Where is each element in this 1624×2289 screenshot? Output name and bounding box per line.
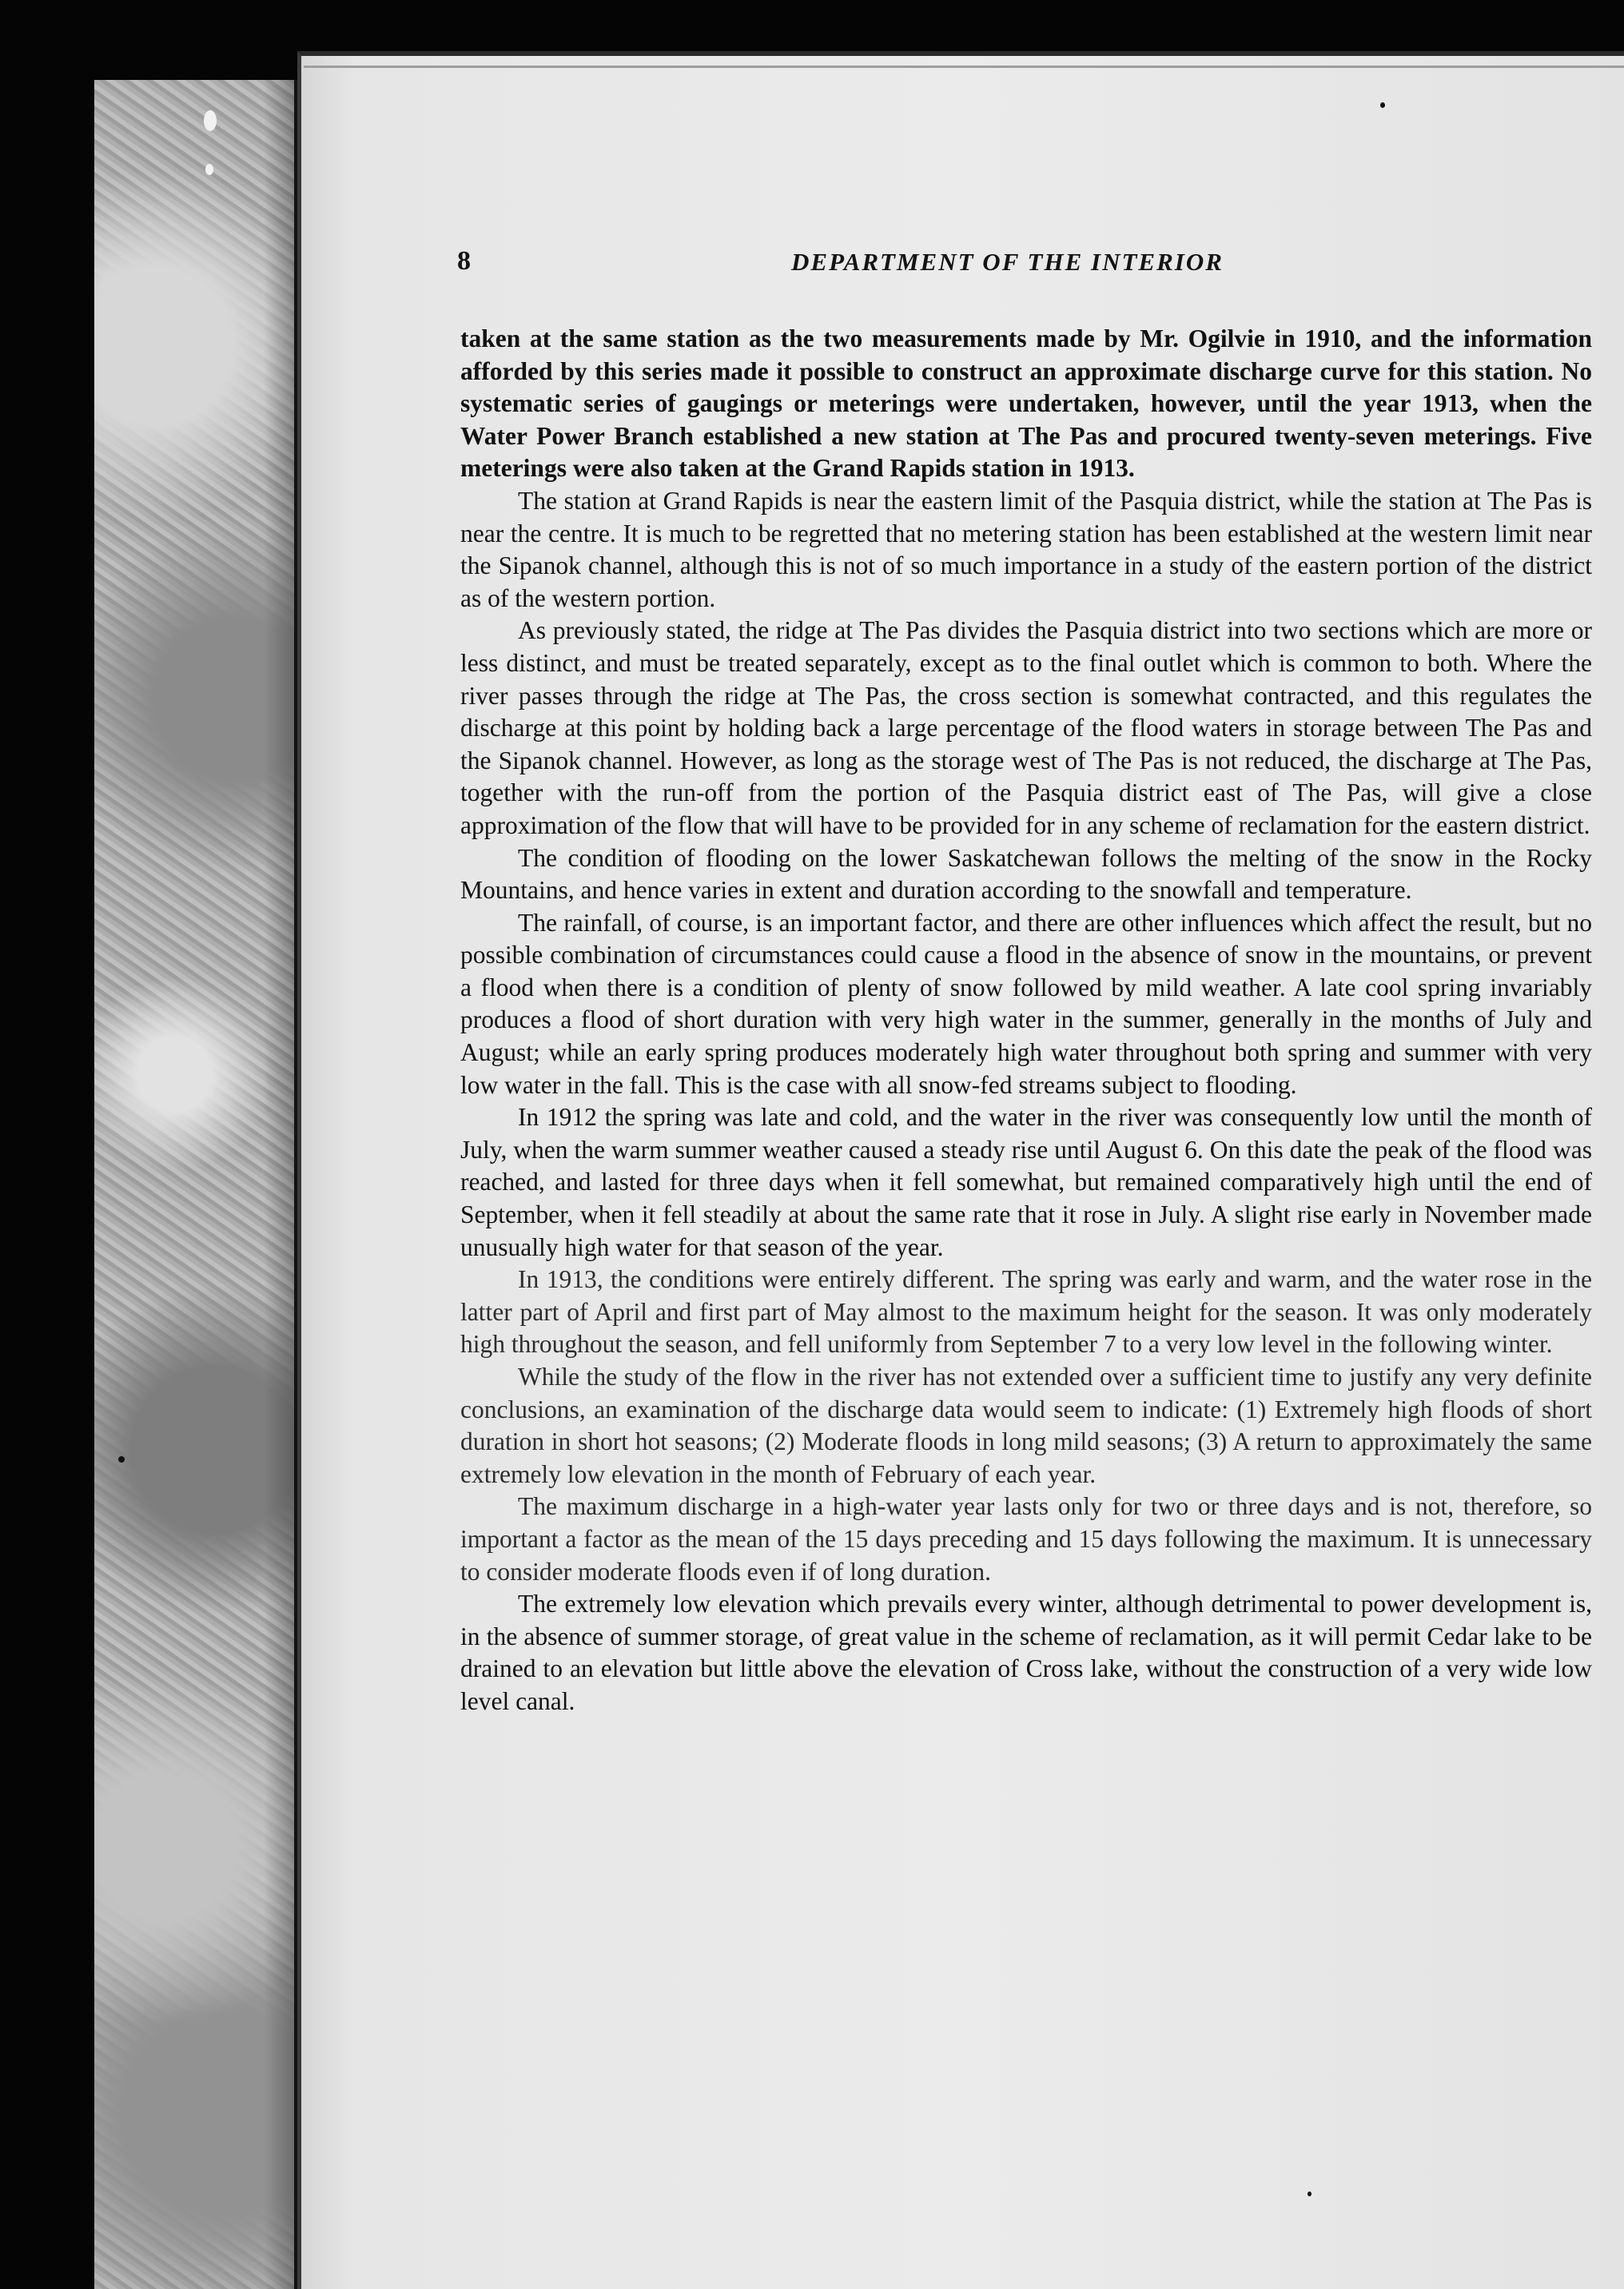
paragraph: The condition of flooding on the lower Saskatchewan follows the melting of the snow in the Rocky Mountains, and hence varies in extent and duration according to the snowfall and temperature. <box>460 843 1592 905</box>
paragraph: As previously stated, the ridge at The Pas divides the Pasquia district into two sections which are more or less distinct, and must be treated separately, except as to the final outlet which is common to both. Where the river passes through the ridge at The Pas, the cross section is somewhat contracted, and this regulates the discharge at this point by holding back a large percentage of the flood waters in storage between The Pas and the Sipanok channel. However, as long as the storage west of The Pas is not reduced, the discharge at The Pas, together with the run-off from the portion of the Pasquia district east of The Pas, will give a close approximation of the flow that will have to be provided for in any scheme of reclamation for the eastern district. <box>460 616 1592 839</box>
scan-speck <box>1380 102 1385 108</box>
paragraph: The extremely low elevation which prevails every winter, although detrimental to power development is, in the absence of summer storage, of great value in the scheme of reclamation, as it will permit Cedar lake to be drained to an elevation but little above the elevation of Cross lake, without the construction of a very wide low level canal. <box>460 1590 1592 1715</box>
paragraph: The maximum discharge in a high-water year lasts only for two or three days and is not, therefore, so important a factor as the mean of the 15 days preceding and 15 days following the maximum. It is unnecessary to consider moderate floods even if of long duration. <box>460 1492 1592 1586</box>
paragraph: In 1913, the conditions were entirely different. The spring was early and warm, and the water rose in the latter part of April and first part of May almost to the maximum height for the season. It was only moderately high throughout the season, and fell uniformly from September 7 to a very low level in the following winter. <box>460 1265 1592 1359</box>
paragraph: The station at Grand Rapids is near the eastern limit of the Pasquia district, while the station at The Pas is near the centre. It is much to be regretted that no metering station has been established at the western limit near the Sipanok channel, although this is not of so much importance in a study of the eastern portion of the district as of the western portion. <box>460 486 1592 612</box>
scan-speck <box>204 110 217 131</box>
running-head: DEPARTMENT OF THE INTERIOR <box>791 248 1224 276</box>
page-number: 8 <box>457 246 471 276</box>
body-text <box>460 323 1592 1718</box>
paragraph: taken at the same station as the two measurements made by Mr. Ogilvie in 1910, and the information afforded by this series made it possible to construct an approximate discharge curve for this station. No systematic series of gaugings or meterings were undertaken, however, until the year 1913, when the Water Power Branch established a new station at The Pas and procured twenty-seven meterings. Five meterings were also taken at the Grand Rapids station in 1913. <box>460 324 1592 483</box>
paragraph: In 1912 the spring was late and cold, and the water in the river was consequently low until the month of July, when the warm summer weather caused a steady rise until August 6. On this date the peak of the flood was reached, and lasted for three days when it fell somewhat, but remained comparatively high until the end of September, when it fell steadily at about the same rate that it rose in July. A slight rise early in November made unusually high water for that season of the year. <box>460 1103 1592 1261</box>
scan-speck <box>205 164 213 175</box>
page-top-edge <box>304 66 1624 68</box>
page-header <box>457 246 1592 278</box>
paragraph: While the study of the flow in the river has not extended over a sufficient time to justify any very definite conclusions, an examination of the discharge data would seem to indicate: (1) Extremely high floods of short duration in short hot seasons; (2) Moderate floods in long mild seasons; (3) A return to approximately the same extremely low elevation in the month of February of each year. <box>460 1363 1592 1488</box>
scan-speck <box>1308 2191 1312 2196</box>
paragraph: The rainfall, of course, is an important factor, and there are other influences which affect the result, but no possible combination of circumstances could cause a flood in the absence of snow in the mountains, or prevent a flood when there is a condition of plenty of snow followed by mild weather. A late cool spring invariably produces a flood of short duration with very high water in the summer, generally in the months of July and August; while an early spring produces moderately high water throughout both spring and summer with very low water in the fall. This is the case with all snow-fed streams subject to flooding. <box>460 908 1592 1099</box>
scan-speck <box>118 1456 125 1463</box>
